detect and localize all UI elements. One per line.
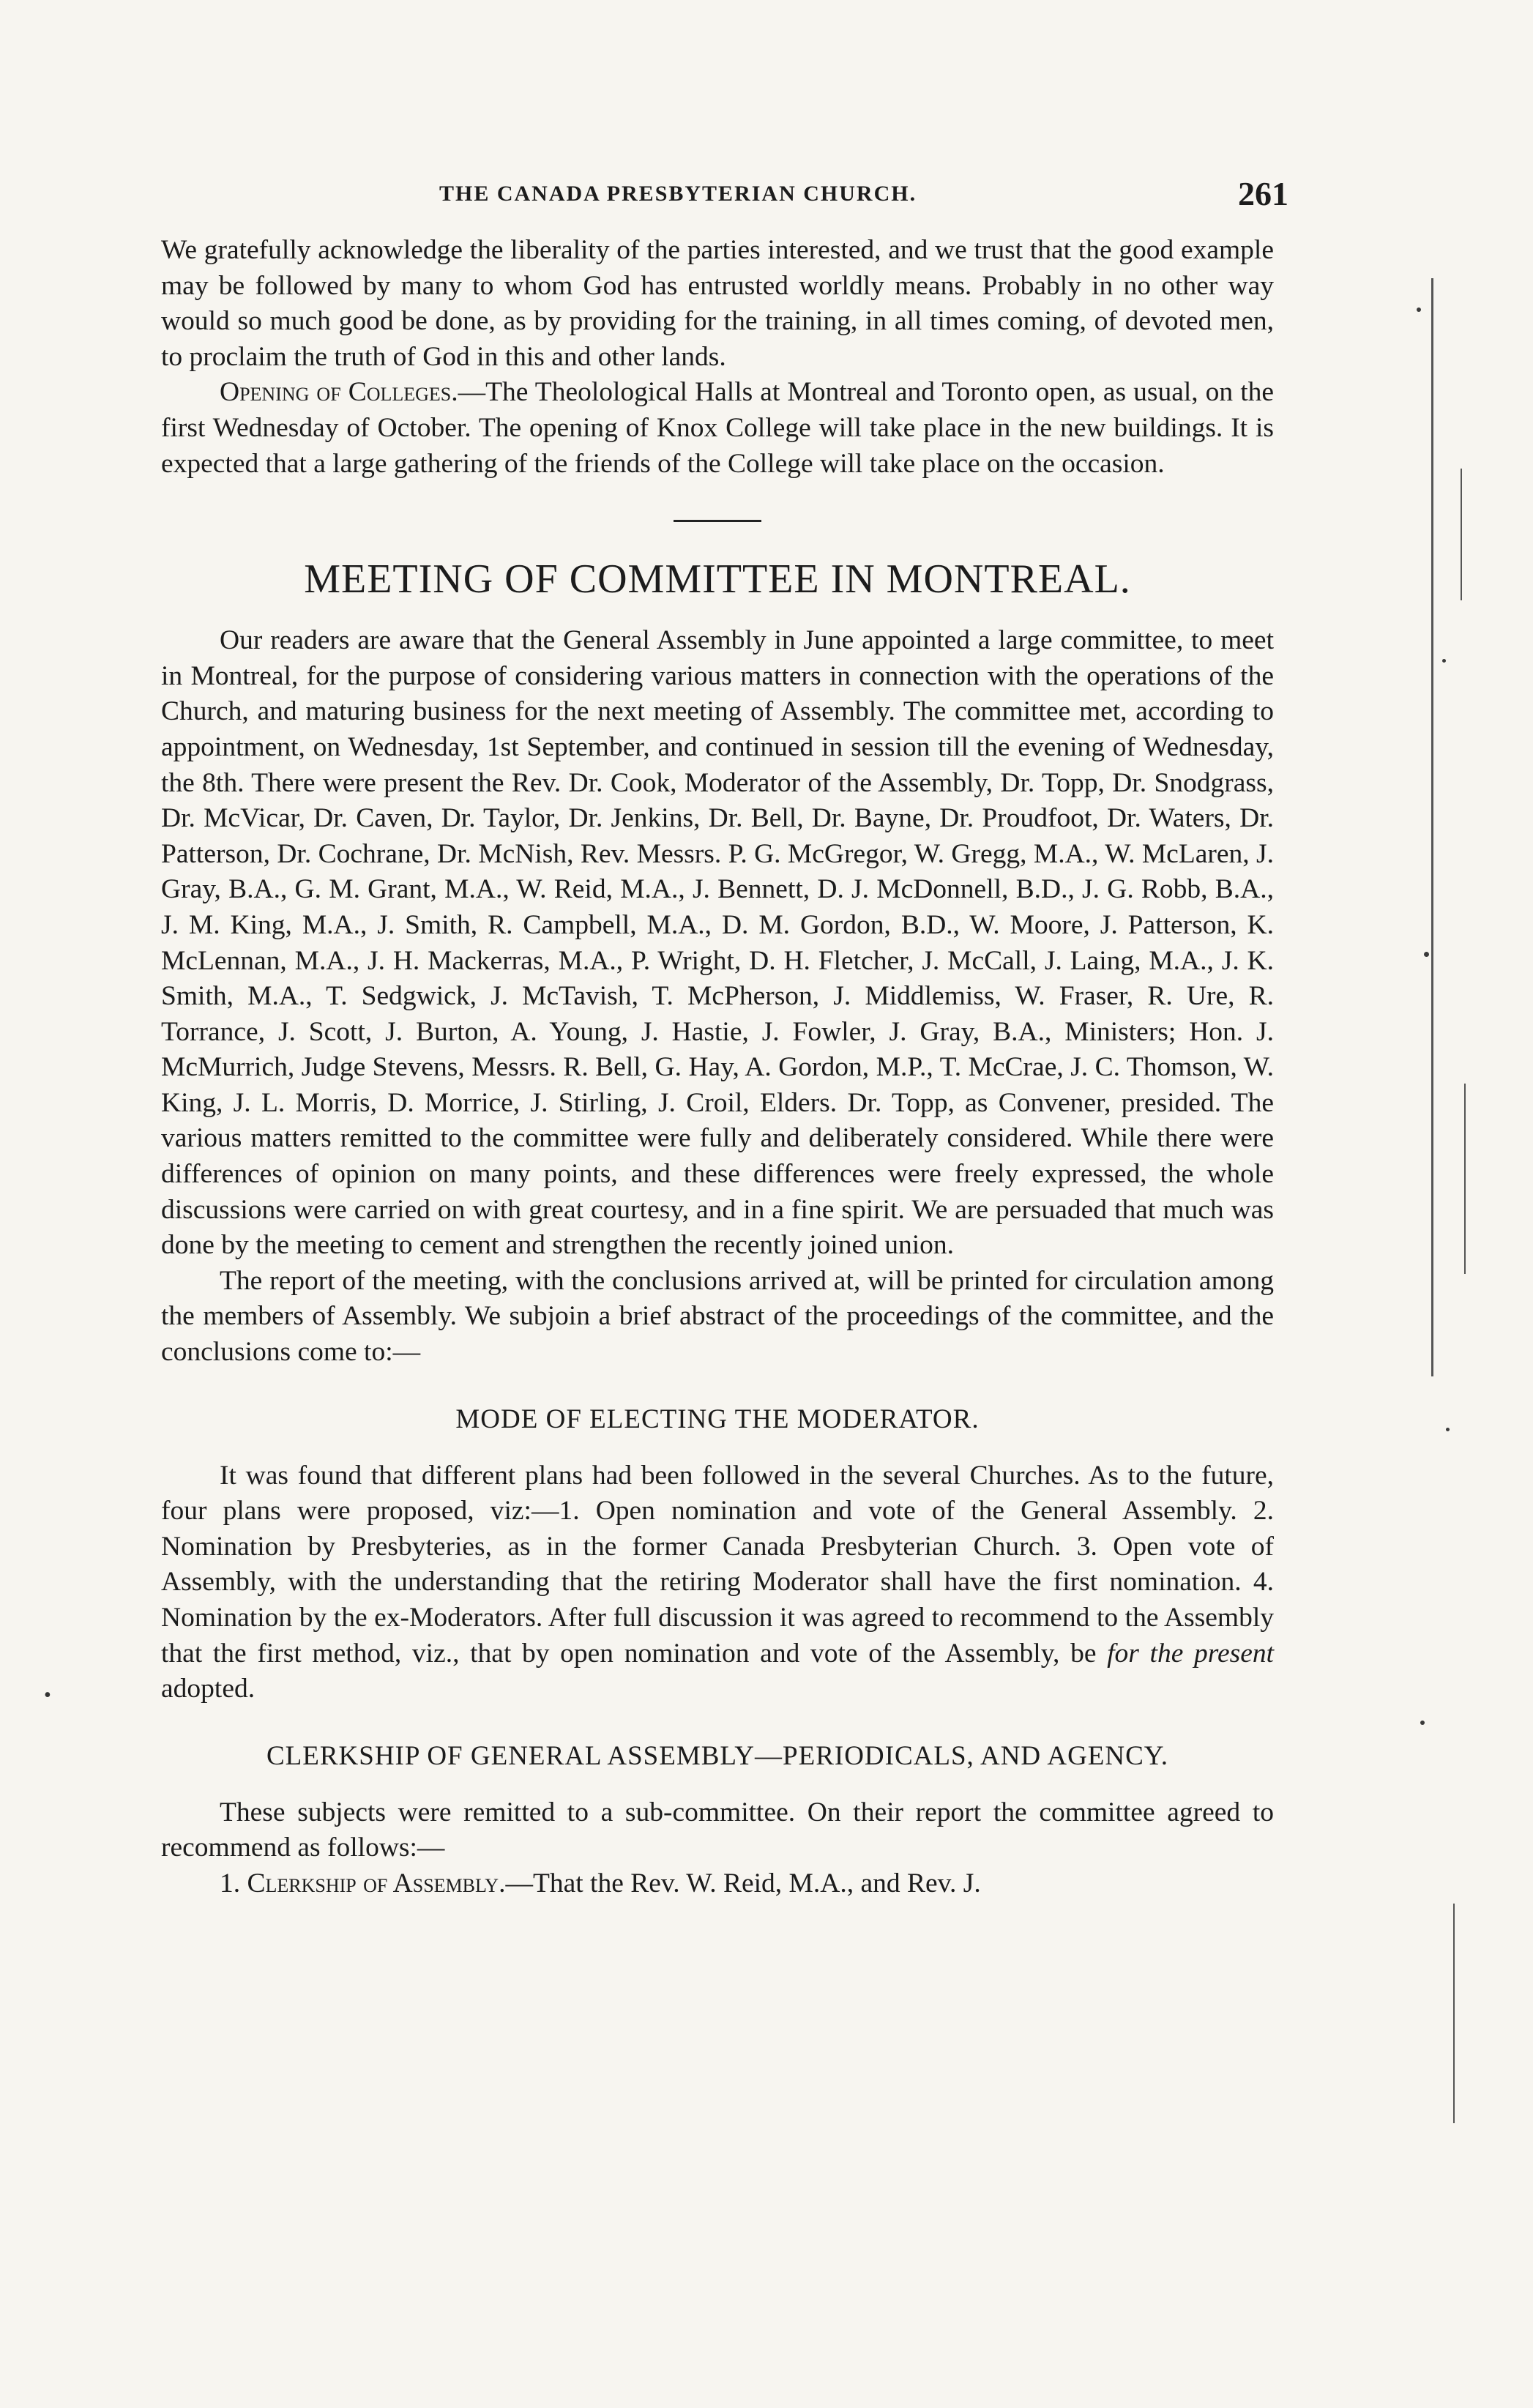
meeting-paragraph-2: The report of the meeting, with the conclusions arrived at, will be printed for circulation among the members of Assembly. We subjoin a brief abstract of the proceedings of the committee, and the conclusions come to:— <box>161 1265 1274 1368</box>
edge-shadow-line <box>1431 278 1433 1376</box>
page-edge-artifacts <box>1402 0 1533 2408</box>
moderator-text-end: adopted. <box>161 1674 256 1704</box>
page-number: 261 <box>1238 175 1288 212</box>
colleges-heading: Opening of Colleges. <box>220 377 458 408</box>
running-header <box>161 175 1288 233</box>
edge-shadow-line <box>1461 469 1462 600</box>
edge-shadow-line <box>1464 1084 1466 1274</box>
clerkship-paragraph: These subjects were remitted to a sub-committee. On their report the committee agreed to recommend as follows:— <box>161 1797 1274 1863</box>
document-page <box>161 175 1288 1902</box>
ink-speck <box>1446 1428 1450 1431</box>
meeting-paragraph-1: Our readers are aware that the General Assembly in June appointed a large committee, to meet in Montreal, for the purpose of considering various matters in connection with the operations of the Church, and maturing business for the next meeting of Assembly. The committee met, according to appointment, on Wednesday, 1st September, and continued in session till the evening of Wednesday, the 8th. There were present the Rev. Dr. Cook, Moderator of the Assembly, Dr. Topp, Dr. Snodgrass, Dr. McVicar, Dr. Caven, Dr. Taylor, Dr. Jenkins, Dr. Bell, Dr. Bayne, Dr. Proudfoot, Dr. Waters, Dr. Patterson, Dr. Cochrane, Dr. McNish, Rev. Messrs. P. G. McGregor, W. Gregg, M.A., W. McLaren, J. Gray, B.A., G. M. Grant, M.A., W. Reid, M.A., J. Bennett, D. J. McDonnell, B.D., J. G. Robb, B.A., J. M. King, M.A., J. Smith, R. Campbell, M.A., D. M. Gordon, B.D., W. Moore, J. Patterson, K. McLennan, M.A., J. H. Mackerras, M.A., P. Wright, D. H. Fletcher, J. McCall, J. Laing, M.A., J. K. Smith, M.A., T. Sedgwick, J. McTavish, T. McPherson, J. Middlemiss, W. Fraser, R. Ure, R. Torrance, J. Scott, J. Burton, A. Young, J. Hastie, J. Fowler, J. Gray, B.A., Ministers; Hon. J. McMurrich, Judge Stevens, Messrs. R. Bell, G. Hay, A. Gordon, M.P., T. McCrae, J. C. Thomson, W. King, J. L. Morris, D. Morrice, J. Stirling, J. Croil, Elders. Dr. Topp, as Convener, presided. The various matters remitted to the committee were fully and deliberately considered. While there were differences of opinion on many points, and these differences were freely expressed, the whole discussions were carried on with great courtesy, and in a fine spirit. We are persuaded that much was done by the meeting to cement and strengthen the recently joined union. <box>161 625 1274 1261</box>
moderator-title: MODE OF ELECTING THE MODERATOR. <box>455 1404 980 1434</box>
clerkship-title: CLERKSHIP OF GENERAL ASSEMBLY—PERIODICALS, AND AGENCY. <box>266 1740 1169 1771</box>
ink-speck <box>1417 307 1421 312</box>
colleges-paragraph <box>161 375 1274 482</box>
margin-mark: • <box>44 1684 51 1707</box>
moderator-paragraph <box>161 1458 1274 1707</box>
item-heading: Clerkship of Assembly. <box>247 1868 506 1898</box>
ink-speck <box>1442 659 1446 663</box>
colleges-text: —The Theolological Halls at Montreal and Toronto open, as usual, on the first Wednesday of October. The opening of Knox College will take place in the new buildings. It is expected that a large gathering of the friends of the College will take place on the occasion. <box>161 377 1275 479</box>
edge-shadow-line <box>1453 1904 1455 2123</box>
ink-speck <box>1424 952 1429 957</box>
moderator-text-start: It was found that different plans had been followed in the several Churches. As to the future, four plans were proposed, viz:—1. Open nomination and vote of the General Assembly. 2. Nomination by Presbyteries, as in the former Canada Presbyterian Church. 3. Open vote of Assembly, with the understanding that the retiring Moderator shall have the first nomination. 4. Nomination by the ex-Moderators. After full discussion it was agreed to recommend to the Assembly that the first method, viz., that by open nomination and vote of the Assembly, be <box>161 1460 1274 1669</box>
running-title: THE CANADA PRESBYTERIAN CHURCH. <box>439 182 917 206</box>
item-number: 1. <box>220 1868 241 1898</box>
section-divider <box>674 520 761 522</box>
moderator-text-italic: for the present <box>1107 1638 1275 1669</box>
ink-speck <box>1420 1721 1425 1725</box>
meeting-title: MEETING OF COMMITTEE IN MONTREAL. <box>304 556 1131 603</box>
clerkship-item-1 <box>161 1866 1274 1902</box>
item-text: —That the Rev. W. Reid, M.A., and Rev. J. <box>505 1868 981 1898</box>
intro-paragraph: We gratefully acknowledge the liberality of the parties interested, and we trust that the good example may be followed by many to whom God has entrusted worldly means. Probably in no other way would so much good be done, as by providing for the training, in all times coming, of devoted men, to proclaim the truth of God in this and other lands. <box>161 235 1274 372</box>
